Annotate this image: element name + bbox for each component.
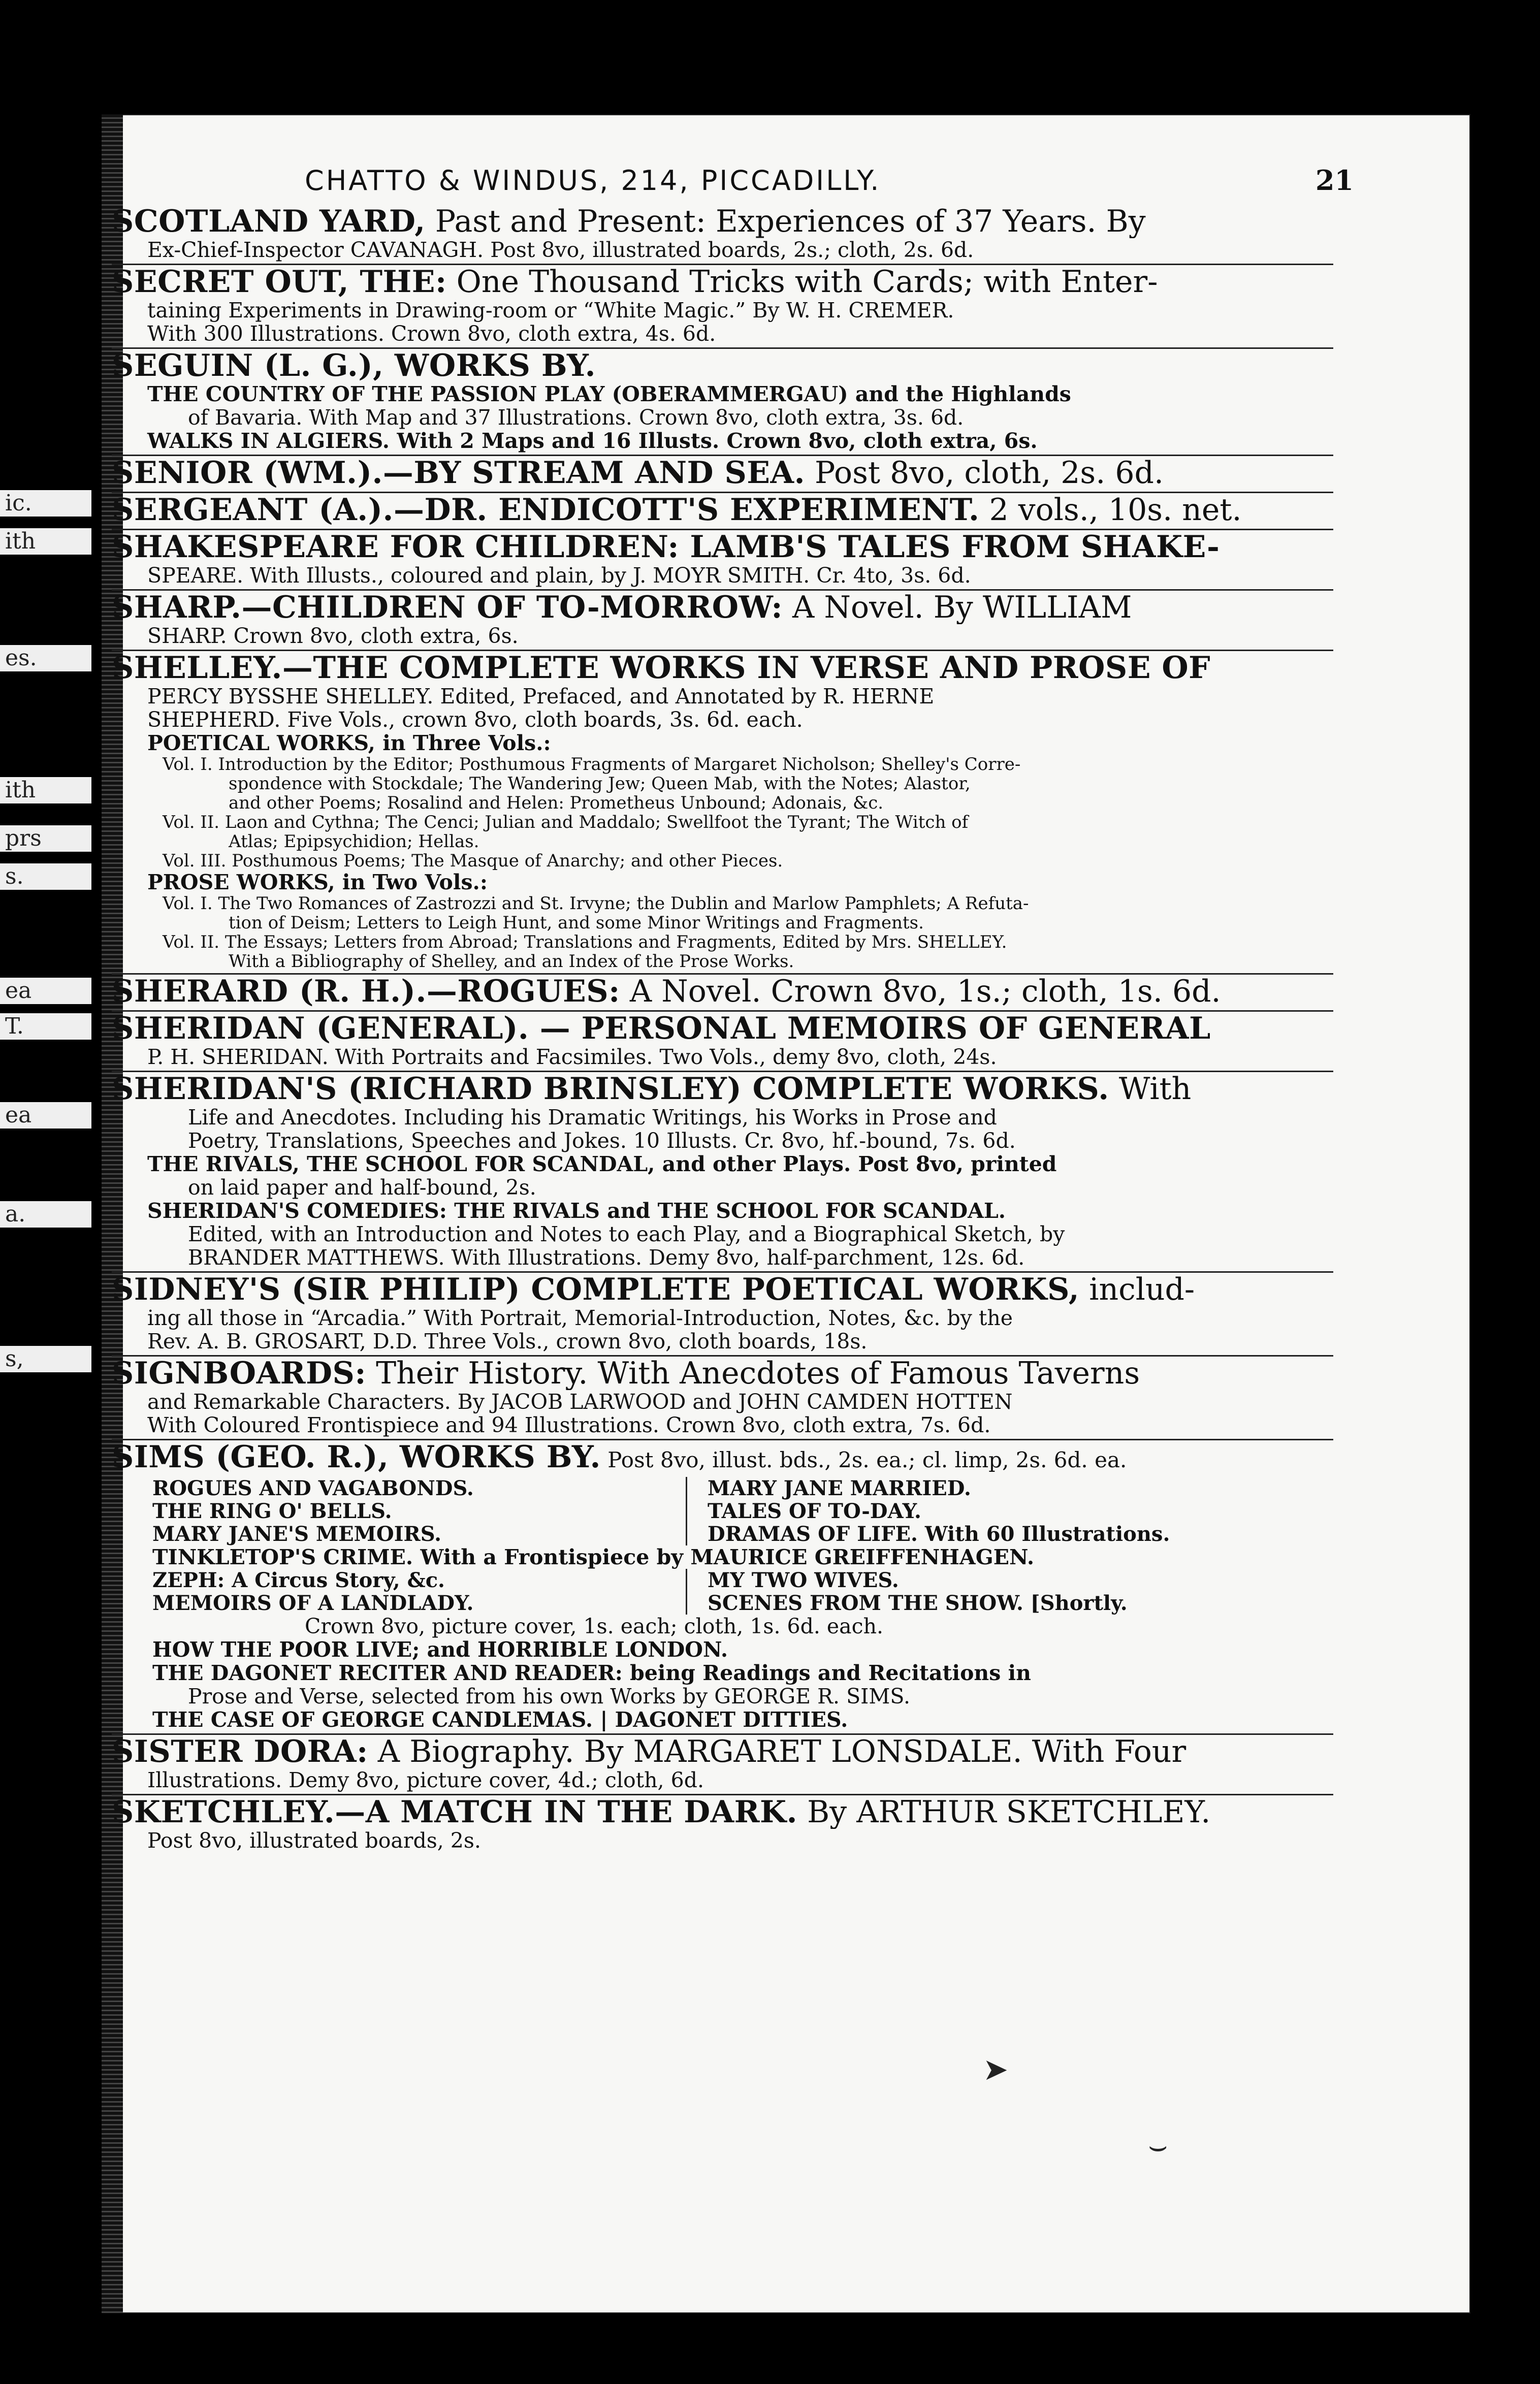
entry-heading: SHERIDAN (GENERAL). — PERSONAL MEMOIRS OF GENERAL: [112, 1012, 1211, 1045]
title-right: DRAMAS OF LIFE. With 60 Illustrations.: [686, 1523, 1194, 1545]
catalogue-entry: [112, 265, 1333, 349]
entry-heading: SCOTLAND YARD,: [112, 205, 426, 238]
catalogue-entry: [112, 456, 1333, 493]
entry-line: With Coloured Frontispiece and 94 Illustrations. Crown 8vo, cloth extra, 7s. 6d.: [147, 1413, 991, 1437]
fragment: prs: [0, 825, 91, 852]
catalogue-entry: [112, 1795, 1333, 1854]
entry-heading: SKETCHLEY.—A MATCH IN THE DARK.: [112, 1795, 798, 1829]
catalogue-page: [102, 114, 1470, 2313]
running-title: CHATTO & WINDUS, 214, PICCADILLY.: [305, 165, 881, 197]
volume-line: spondence with Stockdale; The Wandering Jew; Queen Mab, with the Notes; Alastor,: [229, 774, 971, 793]
entry-heading: SIDNEY'S (SIR PHILIP) COMPLETE POETICAL WORKS,: [112, 1273, 1080, 1306]
title-right: MARY JANE MARRIED.: [686, 1477, 1194, 1500]
fragment: ic.: [0, 490, 91, 517]
title-columns: [112, 1569, 1333, 1615]
catalogue-entry: [112, 493, 1333, 530]
entry-heading: SHERARD (R. H.).—ROGUES:: [112, 975, 620, 1008]
fragment: ith: [0, 528, 91, 555]
entry-line: THE DAGONET RECITER AND READER: being Readings and Recitations in: [152, 1661, 1031, 1685]
catalogue-entry: [112, 1440, 1333, 1735]
running-head: [305, 164, 1354, 205]
entry-line: Post 8vo, illustrated boards, 2s.: [147, 1829, 481, 1852]
catalogue-entry: [112, 651, 1333, 975]
catalogue-entry: [112, 530, 1333, 591]
entry-line: of Bavaria. With Map and 37 Illustrations. Crown 8vo, cloth extra, 3s. 6d.: [188, 406, 964, 429]
entry-heading: SENIOR (WM.).—BY STREAM AND SEA.: [112, 456, 805, 490]
entry-line: Ex-Chief-Inspector CAVANAGH. Post 8vo, illustrated boards, 2s.; cloth, 2s. 6d.: [147, 238, 974, 262]
fragment: ea: [0, 1102, 91, 1129]
title-right: MY TWO WIVES.: [686, 1569, 1194, 1592]
entry-heading: SISTER DORA:: [112, 1735, 368, 1768]
entry-heading-rest: Past and Present: Experiences of 37 Years. By: [425, 205, 1146, 238]
volume-line: Vol. I. The Two Romances of Zastrozzi and St. Irvyne; the Dublin and Marlow Pamphlets; A Refuta-: [163, 894, 1029, 913]
title-columns: [112, 1477, 1333, 1545]
title-left: ZEPH: A Circus Story, &c.: [152, 1569, 445, 1592]
entry-heading-rest: With: [1109, 1072, 1192, 1106]
entry-line: Prose and Verse, selected from his own Works by GEORGE R. SIMS.: [188, 1685, 910, 1708]
volume-line: With a Bibliography of Shelley, and an Index of the Prose Works.: [229, 952, 794, 971]
fragment: ea: [0, 978, 91, 1004]
catalogue-entry: [112, 1072, 1333, 1273]
title-right: TALES OF TO-DAY.: [686, 1500, 1194, 1523]
entry-heading: SHAKESPEARE FOR CHILDREN: LAMB'S TALES FROM SHAKE-: [112, 530, 1220, 564]
entry-line: THE CASE OF GEORGE CANDLEMAS. | DAGONET DITTIES.: [152, 1708, 848, 1731]
entry-heading-rest: By ARTHUR SKETCHLEY.: [797, 1795, 1211, 1829]
entry-heading-rest: includ-: [1079, 1273, 1195, 1306]
entry-heading: SECRET OUT, THE:: [112, 265, 447, 299]
entry-heading: SIGNBOARDS:: [112, 1357, 366, 1390]
volume-line: Vol. II. The Essays; Letters from Abroad; Translations and Fragments, Edited by Mrs. SHELLEY.: [163, 932, 1007, 952]
entry-line: Crown 8vo, picture cover, 1s. each; cloth, 1s. 6d. each.: [305, 1615, 884, 1638]
entry-heading-rest: 2 vols., 10s. net.: [979, 493, 1242, 527]
title-right: SCENES FROM THE SHOW. [Shortly.: [686, 1592, 1194, 1615]
fragment: s,: [0, 1346, 91, 1372]
entry-heading: SERGEANT (A.).—DR. ENDICOTT'S EXPERIMENT.: [112, 493, 980, 527]
entry-heading: SHERIDAN'S (RICHARD BRINSLEY) COMPLETE WORKS.: [112, 1072, 1109, 1106]
entry-heading-rest: Post 8vo, cloth, 2s. 6d.: [805, 456, 1164, 490]
entry-heading: SEGUIN (L. G.), WORKS BY.: [112, 349, 596, 382]
title-left: MEMOIRS OF A LANDLADY.: [152, 1592, 474, 1615]
entry-line: BRANDER MATTHEWS. With Illustrations. Demy 8vo, half-parchment, 12s. 6d.: [188, 1246, 1025, 1269]
entry-heading-rest: A Novel. By WILLIAM: [782, 591, 1132, 624]
entry-line: and Remarkable Characters. By JACOB LARWOOD and JOHN CAMDEN HOTTEN: [147, 1390, 1013, 1413]
entry-line: Life and Anecdotes. Including his Dramatic Writings, his Works in Prose and: [188, 1106, 997, 1129]
entry-heading-rest: Their History. With Anecdotes of Famous Taverns: [366, 1357, 1140, 1390]
entry-line: taining Experiments in Drawing-room or “White Magic.” By W. H. CREMER.: [147, 299, 954, 322]
catalogue-entry: [112, 205, 1333, 265]
catalogue-entry: [112, 349, 1333, 456]
fragment: s.: [0, 863, 91, 890]
title-left: THE RING O' BELLS.: [152, 1500, 392, 1523]
entry-heading: SIMS (GEO. R.), WORKS BY.: [112, 1440, 601, 1475]
volume-line: Atlas; Epipsychidion; Hellas.: [229, 832, 479, 851]
entry-line: Rev. A. B. GROSART, D.D. Three Vols., crown 8vo, cloth boards, 18s.: [147, 1330, 868, 1353]
entry-heading-rest: Post 8vo, illust. bds., 2s. ea.; cl. limp, 2s. 6d. ea.: [600, 1447, 1127, 1472]
entry-line: ing all those in “Arcadia.” With Portrait, Memorial-Introduction, Notes, &c. by the: [147, 1306, 1013, 1330]
fragment: ith: [0, 777, 91, 803]
entry-line: SHARP. Crown 8vo, cloth extra, 6s.: [147, 624, 519, 648]
page-content: [112, 164, 1354, 1854]
entry-heading-rest: One Thousand Tricks with Cards; with Enter-: [446, 265, 1158, 299]
fragment: es.: [0, 645, 91, 671]
volume-line: Vol. III. Posthumous Poems; The Masque of Anarchy; and other Pieces.: [163, 851, 783, 871]
entry-heading: SHELLEY.—THE COMPLETE WORKS IN VERSE AND PROSE OF: [112, 651, 1211, 685]
entry-line: HOW THE POOR LIVE; and HORRIBLE LONDON.: [152, 1638, 728, 1661]
page-number: 21: [1315, 164, 1354, 197]
stray-mark: ⌣: [1148, 2128, 1168, 2164]
entry-line: POETICAL WORKS, in Three Vols.:: [147, 731, 551, 755]
entry-line: THE COUNTRY OF THE PASSION PLAY (OBERAMMERGAU) and the Highlands: [147, 382, 1071, 406]
entry-line: on laid paper and half-bound, 2s.: [188, 1176, 536, 1199]
entry-line: THE RIVALS, THE SCHOOL FOR SCANDAL, and other Plays. Post 8vo, printed: [147, 1152, 1057, 1176]
prose-works-heading: PROSE WORKS, in Two Vols.:: [147, 871, 488, 894]
facing-page-fragments: [0, 0, 114, 2384]
entry-line: WALKS IN ALGIERS. With 2 Maps and 16 Illusts. Crown 8vo, cloth extra, 6s.: [147, 429, 1038, 453]
catalogue-entry: [112, 591, 1333, 651]
title-left: ROGUES AND VAGABONDS.: [152, 1477, 474, 1500]
fragment: a.: [0, 1201, 91, 1228]
stray-mark: ➤: [983, 2052, 1009, 2087]
catalogue-entry: [112, 1357, 1333, 1440]
entry-line: SHEPHERD. Five Vols., crown 8vo, cloth boards, 3s. 6d. each.: [147, 708, 803, 731]
entry-line: SPEARE. With Illusts., coloured and plain, by J. MOYR SMITH. Cr. 4to, 3s. 6d.: [147, 564, 971, 587]
catalogue-entry: [112, 1735, 1333, 1795]
catalogue-entry: [112, 1273, 1333, 1357]
volume-line: Vol. I. Introduction by the Editor; Posthumous Fragments of Margaret Nicholson; Shelley's Corre-: [163, 755, 1021, 774]
volume-line: tion of Deism; Letters to Leigh Hunt, and some Minor Writings and Fragments.: [229, 913, 924, 932]
volume-line: and other Poems; Rosalind and Helen: Prometheus Unbound; Adonais, &c.: [229, 793, 884, 813]
entry-heading: SHARP.—CHILDREN OF TO-MORROW:: [112, 591, 783, 624]
entry-heading-rest: A Biography. By MARGARET LONSDALE. With Four: [368, 1735, 1186, 1768]
title-left: MARY JANE'S MEMOIRS.: [152, 1523, 442, 1545]
catalogue-entry: [112, 1012, 1333, 1072]
catalogue-entry: [112, 975, 1333, 1012]
volume-line: Vol. II. Laon and Cythna; The Cenci; Julian and Maddalo; Swellfoot the Tyrant; The Witch of: [163, 813, 969, 832]
entry-line: SHERIDAN'S COMEDIES: THE RIVALS and THE SCHOOL FOR SCANDAL.: [147, 1199, 1006, 1222]
entry-line: PERCY BYSSHE SHELLEY. Edited, Prefaced, and Annotated by R. HERNE: [147, 685, 935, 708]
entry-line: Illustrations. Demy 8vo, picture cover, 4d.; cloth, 6d.: [147, 1768, 704, 1792]
fragment: T.: [0, 1013, 91, 1040]
entry-heading-rest: A Novel. Crown 8vo, 1s.; cloth, 1s. 6d.: [620, 975, 1221, 1008]
entry-line: P. H. SHERIDAN. With Portraits and Facsimiles. Two Vols., demy 8vo, cloth, 24s.: [147, 1045, 997, 1069]
entry-line: Edited, with an Introduction and Notes to each Play, and a Biographical Sketch, by: [188, 1222, 1065, 1246]
entry-line: With 300 Illustrations. Crown 8vo, cloth extra, 4s. 6d.: [147, 322, 716, 345]
entry-line: Poetry, Translations, Speeches and Jokes. 10 Illusts. Cr. 8vo, hf.-bound, 7s. 6d.: [188, 1129, 1016, 1152]
entry-line: TINKLETOP'S CRIME. With a Frontispiece by MAURICE GREIFFENHAGEN.: [152, 1545, 1035, 1569]
